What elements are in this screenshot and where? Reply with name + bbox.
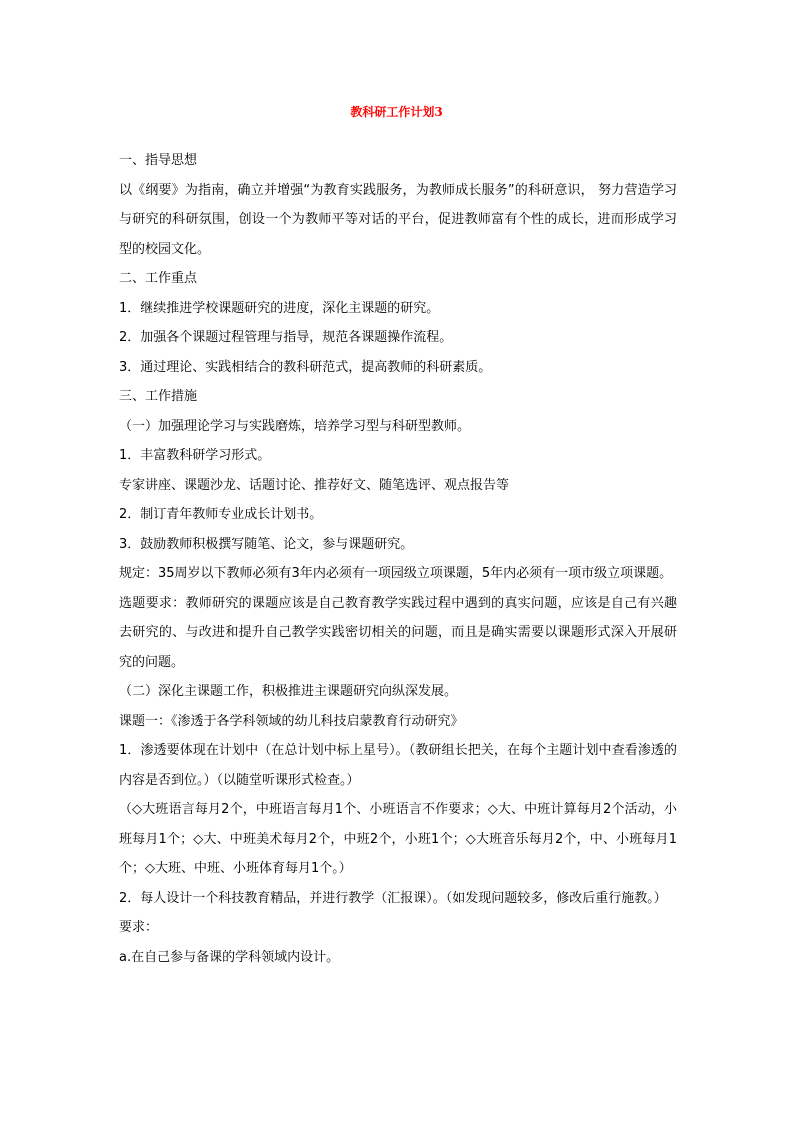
paragraph: 专家讲座、课题沙龙、话题讨论、推荐好文、随笔选评、观点报告等: [119, 477, 510, 493]
paragraph: 课题一：《渗透于各学科领域的幼儿科技启蒙教育行动研究》: [119, 713, 464, 729]
subsection-heading: （一）加强理论学习与实践磨炼，培养学习型与科研型教师。: [119, 418, 471, 434]
section-heading-work-measures: 三、工作措施: [119, 389, 198, 404]
section-heading-work-focus: 二、工作重点: [119, 271, 198, 286]
list-item: 1．继续推进学校课题研究的进度，深化主课题的研究。: [119, 300, 440, 316]
list-item: 3．鼓励教师积极撰写随笔、论文，参与课题研究。: [119, 536, 414, 552]
section-heading-guiding-thought: 一、指导思想: [119, 153, 198, 168]
subsection-heading: （二）深化主课题工作，积极推进主课题研究向纵深发展。: [119, 684, 458, 699]
list-item: 2．每人设计一个科技教育精品，并进行教学（汇报课）。（如发现问题较多，修改后重行施教。）: [119, 890, 667, 906]
paragraph: （◇大班语言每月2个，中班语言每月1个、小班语言不作要求；◇大、中班计算每月2个活动，小班每月1个；◇大、中班美术每月2个，中班2个，小班1个；◇大班音乐每月2个，中、小班每月1个；◇大班、中班、小班体育每月1个。）: [119, 802, 677, 876]
paragraph: 要求：: [119, 920, 159, 935]
list-item: 2．加强各个课题过程管理与指导，规范各课题操作流程。: [119, 330, 453, 345]
list-item: 1．丰富教科研学习形式。: [119, 448, 271, 463]
list-item: 2．制订青年教师专业成长计划书。: [119, 507, 323, 522]
document-body: [119, 146, 677, 972]
document-title: 教科研工作计划3: [350, 105, 443, 119]
list-item: 1．渗透要体现在计划中（在总计划中标上星号）。（教研组长把关，在每个主题计划中查看渗透的内容是否到位。）（以随堂听课形式检查。）: [119, 743, 677, 788]
paragraph: a.在自己参与备课的学科领域内设计。: [119, 949, 340, 965]
paragraph: 以《纲要》为指南，确立并增强“为教育实践服务，为教师成长服务”的科研意识， 努力营造学习与研究的科研氛围，创设一个为教师平等对话的平台，促进教师富有个性的成长，进而形成学习型的校园文化。: [119, 182, 677, 257]
list-item: 3．通过理论、实践相结合的教科研范式，提高教师的科研素质。: [119, 359, 492, 375]
paragraph: 规定：35周岁以下教师必须有3年内必须有一项园级立项课题，5年内必须有一项市级立项课题。: [119, 566, 673, 581]
paragraph: 选题要求：教师研究的课题应该是自己教育教学实践过程中遇到的真实问题，应该是自己有兴趣去研究的、与改进和提升自己教学实践密切相关的问题，而且是确实需要以课题形式深入开展研究的问题。: [119, 595, 677, 670]
